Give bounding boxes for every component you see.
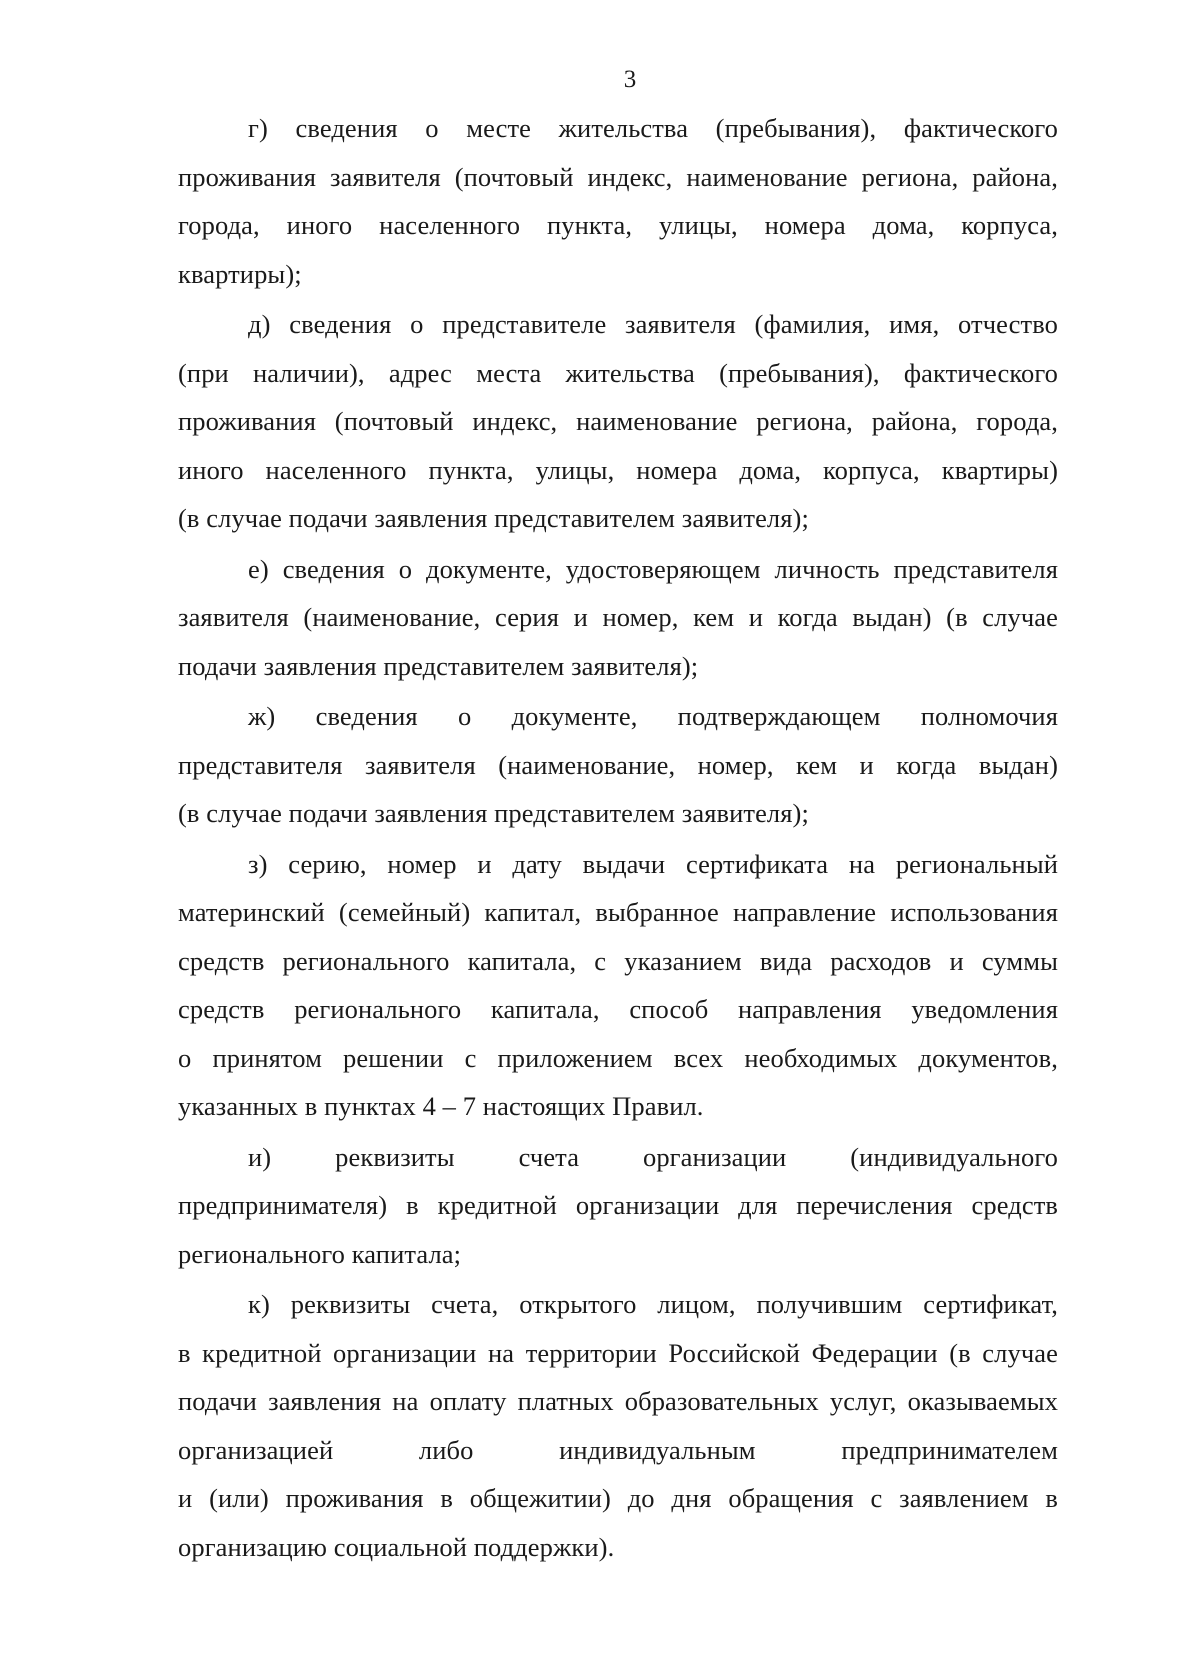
paragraph-z [178, 840, 1058, 1131]
text-line: города, иного населенного пункта, улицы, номера дома, корпуса, [178, 210, 1058, 240]
text-line: в кредитной организации на территории Российской Федерации (в случае [178, 1337, 1058, 1368]
text-line: з) серию, номер и дату выдачи сертификата на региональный [248, 848, 1058, 879]
document-body [178, 104, 1058, 1573]
text-line: проживания (почтовый индекс, наименование региона, района, города, [178, 406, 1058, 436]
text-line: проживания заявителя (почтовый индекс, наименование региона, района, [178, 161, 1058, 192]
text-line: организацию социальной поддержки). [178, 1531, 615, 1562]
text-line: средств регионального капитала, способ направления уведомления [178, 994, 1058, 1024]
text-line: и) реквизиты счета организации (индивидуального [248, 1141, 1058, 1172]
text-line: г) сведения о месте жительства (пребывания), фактического [248, 113, 1058, 143]
text-line: (в случае подачи заявления представителем заявителя); [178, 798, 809, 828]
text-line: к) реквизиты счета, открытого лицом, получившим сертификат, [248, 1289, 1058, 1319]
text-line: материнский (семейный) капитал, выбранное направление использования [178, 897, 1058, 927]
text-line: подачи заявления на оплату платных образовательных услуг, оказываемых [178, 1386, 1058, 1416]
text-line: иного населенного пункта, улицы, номера дома, корпуса, квартиры) [178, 454, 1058, 485]
paragraph-zh [178, 692, 1058, 838]
text-line: предпринимателя) в кредитной организации для перечисления средств [178, 1190, 1058, 1220]
text-line: о принятом решении с приложением всех необходимых документов, [178, 1042, 1058, 1073]
text-line: средств регионального капитала, с указанием вида расходов и суммы [178, 945, 1058, 976]
paragraph-k [178, 1280, 1058, 1571]
text-line: регионального капитала; [178, 1238, 462, 1269]
text-line: квартиры); [178, 258, 302, 289]
text-line: (при наличии), адрес места жительства (пребывания), фактического [178, 357, 1058, 388]
text-line: организацией либо индивидуальным предпринимателем [178, 1434, 1058, 1465]
page-number: 3 [623, 66, 637, 93]
paragraph-g [178, 104, 1058, 298]
text-line: указанных в пунктах 4 – 7 настоящих Правил. [178, 1091, 704, 1121]
paragraph-e [178, 545, 1058, 691]
text-line: представителя заявителя (наименование, номер, кем и когда выдан) [178, 749, 1058, 780]
paragraph-d [178, 300, 1058, 543]
text-line: д) сведения о представителе заявителя (фамилия, имя, отчество [248, 309, 1058, 339]
text-line: заявителя (наименование, серия и номер, кем и когда выдан) (в случае [178, 602, 1058, 632]
paragraph-i [178, 1133, 1058, 1279]
text-line: е) сведения о документе, удостоверяющем личность представителя [248, 553, 1058, 584]
text-line: (в случае подачи заявления представителем заявителя); [178, 503, 809, 533]
text-line: и (или) проживания в общежитии) до дня обращения с заявлением в [178, 1483, 1058, 1513]
text-line: подачи заявления представителем заявителя); [178, 650, 699, 681]
text-line: ж) сведения о документе, подтверждающем полномочия [248, 701, 1058, 731]
